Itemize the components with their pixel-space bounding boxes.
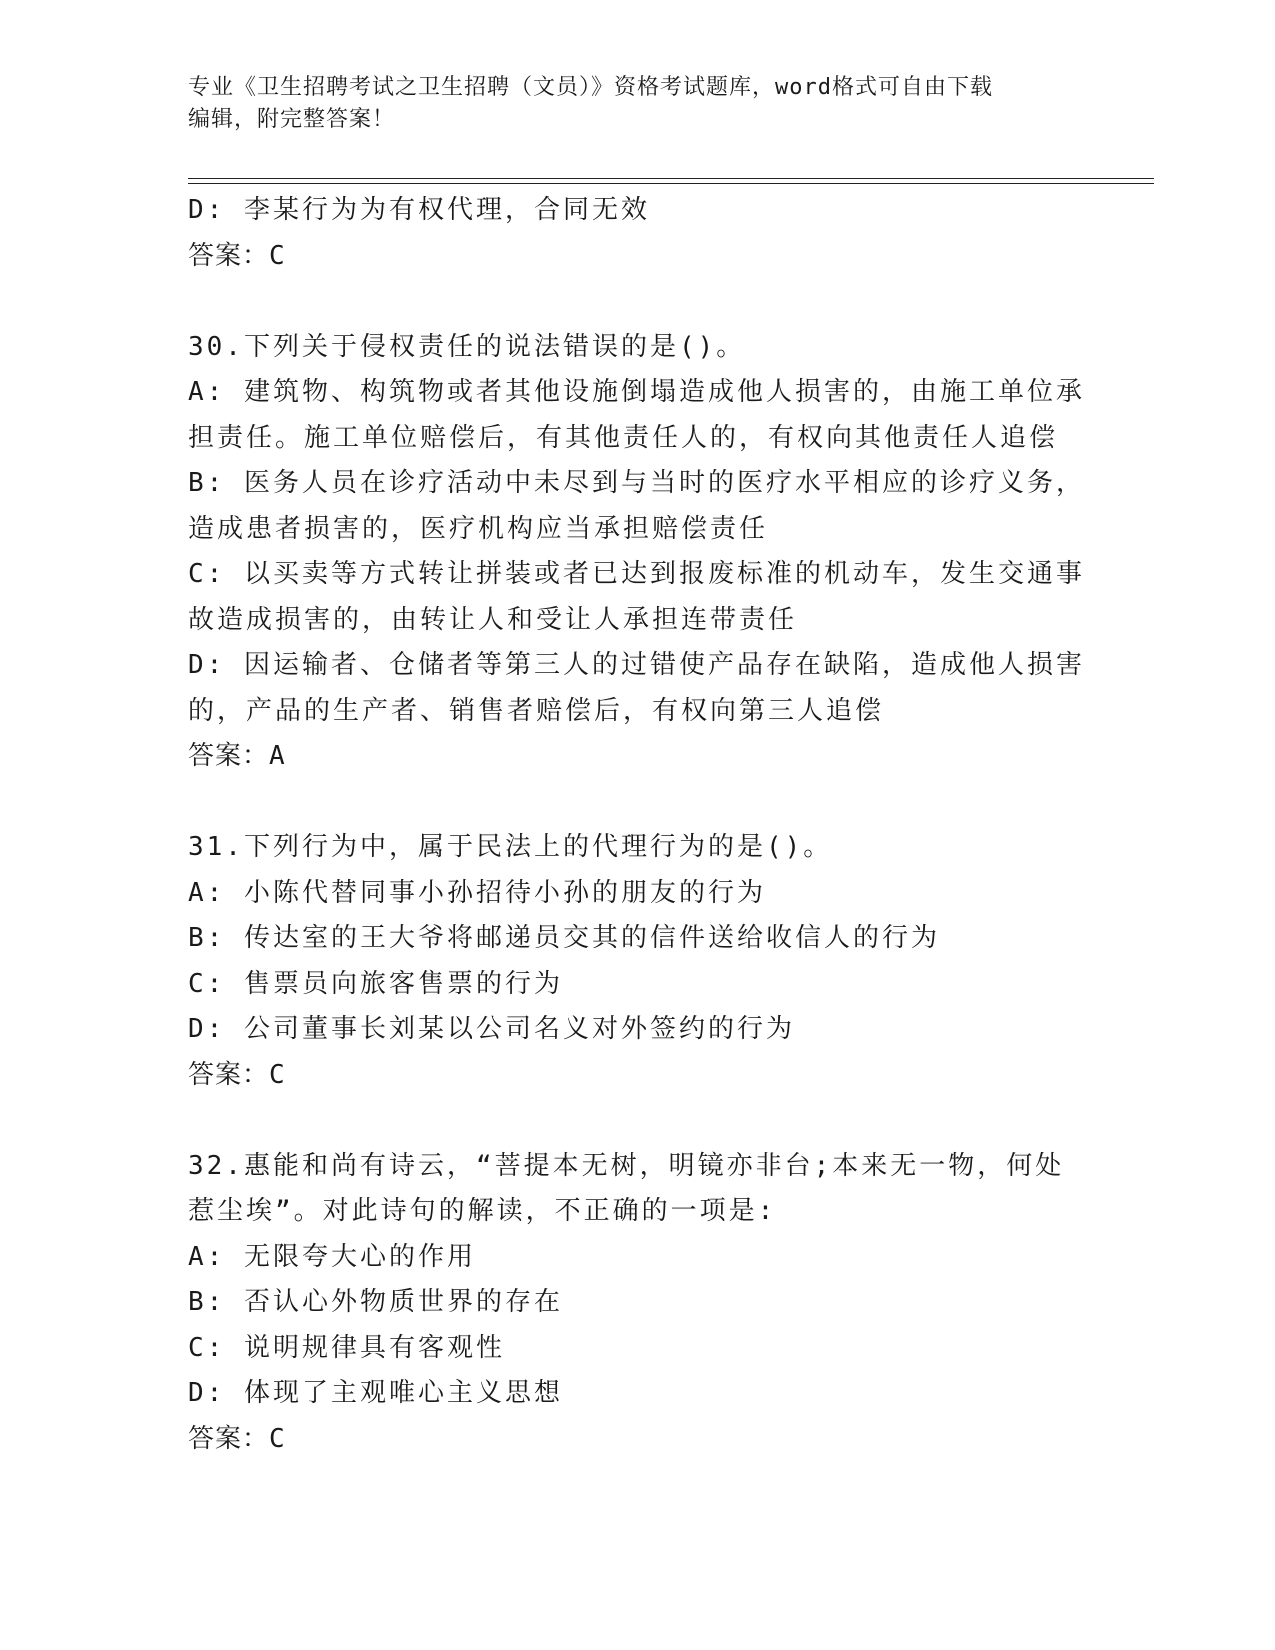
document-header [188,72,1068,136]
answer-label: 答案： [188,1059,270,1090]
option-c-line-2: 故造成损害的，由转让人和受让人承担连带责任 [188,604,798,635]
answer-line [188,234,1088,280]
question-list [188,188,1088,1462]
answer-value: C [269,1059,286,1090]
answer-label: 答案： [188,240,270,271]
header-rule-top [188,178,1154,179]
option-b-line-1: B: 医务人员在诊疗活动中未尽到与当时的医疗水平相应的诊疗义务， [188,468,1085,498]
option-d-line-2: 的，产品的生产者、销售者赔偿后，有权向第三人追偿 [188,695,885,726]
answer-value: C [269,1423,286,1454]
option-b: B: 否认心外物质世界的存在 [188,1287,563,1317]
option-a: A: 无限夸大心的作用 [188,1241,476,1272]
answer-line [188,1417,1088,1463]
option-d: D: 体现了主观唯心主义思想 [188,1378,563,1408]
answer-label: 答案： [188,1423,270,1454]
question-31 [188,825,1088,1098]
answer-value: A [269,741,286,771]
option-b-line-2: 造成患者损害的，医疗机构应当承担赔偿责任 [188,513,769,544]
question-29-tail [188,188,1088,279]
spacer [188,780,1088,826]
question-30 [188,325,1088,780]
question-stem-line-1: 32.惠能和尚有诗云，“菩提本无树，明镜亦非台;本来无一物，何处 [188,1150,1065,1181]
option-b: B: 传达室的王大爷将邮递员交其的信件送给收信人的行为 [188,923,940,953]
question-stem: 30.下列关于侵权责任的说法错误的是()。 [188,331,746,362]
answer-line [188,734,1088,780]
option-c: C: 售票员向旅客售票的行为 [188,968,563,999]
option-a: A: 小陈代替同事小孙招待小孙的朋友的行为 [188,877,766,908]
header-line-2: 编辑，附完整答案！ [188,107,396,132]
option-a-line-2: 担责任。施工单位赔偿后，有其他责任人的，有权向其他责任人追偿 [188,422,1059,453]
question-stem: 31.下列行为中，属于民法上的代理行为的是()。 [188,832,833,862]
option-d-line-1: D: 因运输者、仓储者等第三人的过错使产品存在缺陷，造成他人损害 [188,650,1085,680]
spacer [188,1098,1088,1144]
spacer [188,279,1088,325]
option-c: C: 说明规律具有客观性 [188,1332,505,1363]
header-rule-bottom [188,183,1154,184]
option-c-line-1: C: 以买卖等方式转让拼装或者已达到报废标准的机动车，发生交通事 [188,559,1085,589]
option-d: D: 公司董事长刘某以公司名义对外签约的行为 [188,1014,795,1044]
answer-label: 答案： [188,741,270,771]
header-line-1: 专业《卫生招聘考试之卫生招聘（文员）》资格考试题库，word格式可自由下载 [188,75,993,100]
answer-value: C [269,240,286,271]
question-32 [188,1144,1088,1463]
option-d: D: 李某行为为有权代理，合同无效 [188,195,650,225]
option-a-line-1: A: 建筑物、构筑物或者其他设施倒塌造成他人损害的，由施工单位承 [188,377,1085,407]
answer-line [188,1053,1088,1099]
question-stem-line-2: 惹尘埃”。对此诗句的解读，不正确的一项是: [188,1196,777,1226]
